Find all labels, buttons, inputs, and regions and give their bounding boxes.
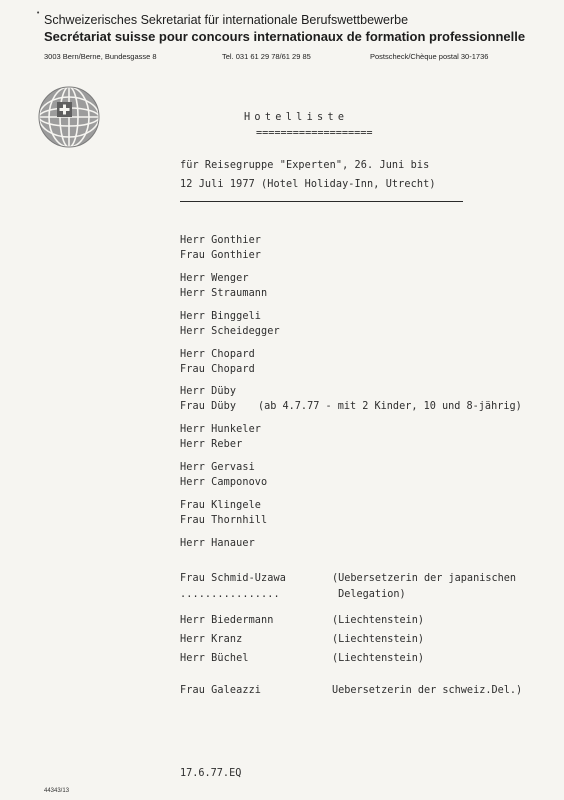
guest-name: Herr Düby [180,386,237,397]
guest-name: Herr Hanauer [180,538,255,549]
guest-name: Frau Galeazzi [180,685,262,696]
guest-name: Herr Biedermann [180,615,274,626]
organization-name-german: Schweizerisches Sekretariat für internationale Berufswettbewerbe [44,13,409,27]
guest-name: Herr Scheidegger [180,326,280,337]
organization-name-french: Secrétariat suisse pour concours internationaux de formation professionnelle [44,29,526,44]
document-title: Hotelliste [244,112,349,123]
guest-name: Herr Wenger [180,273,249,284]
subtitle-line-1: für Reisegruppe "Experten", 26. Juni bis [180,160,430,171]
guest-name: Herr Gonthier [180,235,262,246]
guest-name: Frau Chopard [180,364,255,375]
guest-name: Frau Thornhill [180,515,268,526]
guest-name: Herr Camponovo [180,477,268,488]
guest-name: Herr Hunkeler [180,424,262,435]
guest-name: Herr Straumann [180,288,268,299]
subtitle-line-2: 12 Juli 1977 (Hotel Holiday-Inn, Utrecht) [180,179,436,190]
form-code: 44343/13 [44,788,70,794]
guest-name: Frau Schmid-Uzawa [180,573,286,584]
corner-mark: • [36,9,41,17]
guest-name: Frau Düby [180,401,237,412]
title-underline: =================== [256,128,373,139]
guest-name: Herr Gervasi [180,462,255,473]
guest-note: Uebersetzerin der schweiz.Del.) [332,685,523,696]
date-reference: 17.6.77.EQ [180,768,242,779]
address: 3003 Bern/Berne, Bundesgasse 8 [44,52,157,61]
guest-note: (Liechtenstein) [332,615,425,626]
guest-name: Herr Binggeli [180,311,262,322]
guest-name: Frau Klingele [180,500,262,511]
guest-note: (Liechtenstein) [332,634,425,645]
header-rule [180,201,463,202]
guest-name: Herr Büchel [180,653,249,664]
guest-name: Herr Chopard [180,349,255,360]
guest-name: Herr Kranz [180,634,243,645]
guest-note: Delegation) [332,589,406,600]
phone-numbers: Tel. 031 61 29 78/61 29 85 [222,52,311,61]
guest-note: (ab 4.7.77 - mit 2 Kinder, 10 und 8-jährig) [258,401,522,412]
guest-name: Herr Reber [180,439,243,450]
postal-account: Postscheck/Chèque postal 30-1736 [370,52,489,61]
guest-note: (Uebersetzerin der japanischen [332,573,517,584]
guest-note: (Liechtenstein) [332,653,425,664]
globe-swiss-cross-logo [37,85,101,149]
guest-name-placeholder: ................ [180,589,280,600]
guest-name: Frau Gonthier [180,250,262,261]
